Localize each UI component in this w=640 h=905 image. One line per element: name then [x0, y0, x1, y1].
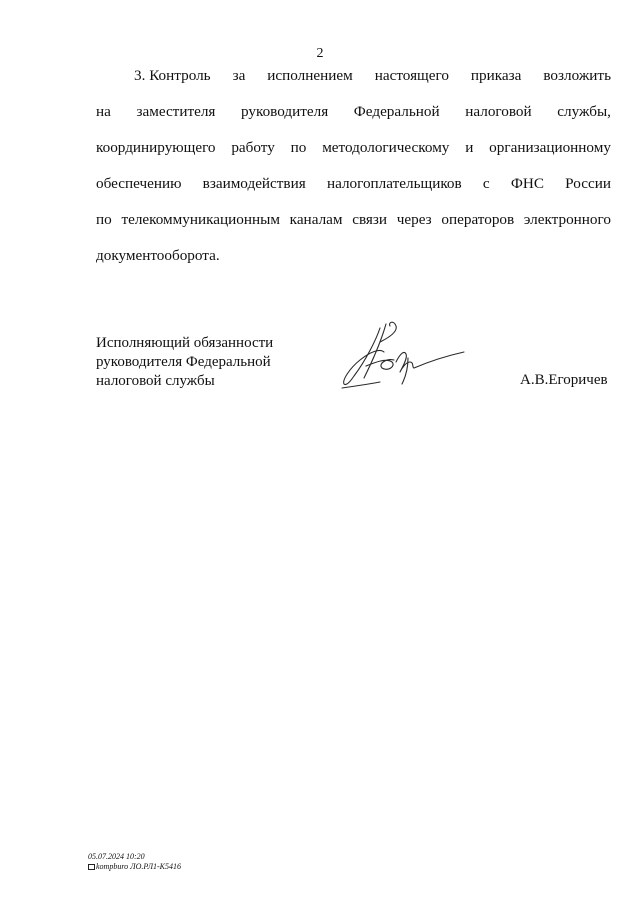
- word: 3.: [134, 67, 146, 84]
- word: исполнением: [267, 67, 353, 84]
- word: [134, 58, 211, 94]
- word: методологическому: [322, 139, 450, 156]
- word: по: [290, 139, 307, 156]
- word: взаимодействия: [202, 175, 306, 192]
- word: документооборота.: [96, 247, 220, 264]
- word: по: [96, 211, 112, 228]
- word: электронного: [523, 211, 611, 228]
- word: руководителя: [240, 103, 329, 120]
- word: возложить: [543, 67, 611, 84]
- footer-registry: kompburo ЛО.РЛ1-К5416: [96, 862, 181, 871]
- signer-name: А.В.Егоричев: [520, 372, 608, 388]
- paragraph-line: [96, 202, 611, 238]
- paragraph-line: [96, 166, 611, 202]
- document-icon: [88, 864, 95, 870]
- page-number: 2: [316, 46, 324, 61]
- word: телекоммуникационным: [121, 211, 280, 228]
- word: работу: [231, 139, 275, 156]
- paragraph-line: [96, 94, 611, 130]
- word: Федеральной: [353, 103, 440, 120]
- signer-position-line: Исполняющий обязанности: [96, 335, 274, 351]
- word: России: [565, 175, 611, 192]
- word: обеспечению: [96, 175, 182, 192]
- footer-registry-line: [88, 862, 181, 872]
- word: и: [465, 139, 474, 156]
- word: налоговой: [465, 103, 532, 120]
- paragraph-line: [96, 130, 611, 166]
- word: службы,: [557, 103, 611, 120]
- word: организационному: [489, 139, 611, 156]
- signer-position-line: руководителя Федеральной: [96, 354, 271, 370]
- word: заместителя: [136, 103, 216, 120]
- word: с: [482, 175, 490, 192]
- word: на: [96, 103, 111, 120]
- word: через: [396, 211, 432, 228]
- word: Контроль: [149, 67, 211, 84]
- word: связи: [352, 211, 388, 228]
- word: налогоплательщиков: [326, 175, 462, 192]
- paragraph-line: [96, 58, 611, 94]
- word: операторов: [441, 211, 515, 228]
- paragraph-line: [96, 238, 611, 274]
- document-footer: [88, 852, 181, 872]
- word: настоящего: [374, 67, 449, 84]
- word: ФНС: [510, 175, 544, 192]
- word: каналам: [289, 211, 343, 228]
- word: приказа: [470, 67, 522, 84]
- word: за: [232, 67, 246, 84]
- signer-position: [96, 334, 273, 391]
- handwritten-signature: [336, 318, 468, 394]
- paragraph-3: [96, 58, 611, 274]
- footer-timestamp: 05.07.2024 10:20: [88, 852, 145, 861]
- signer-position-line: налоговой службы: [96, 373, 215, 389]
- word: координирующего: [96, 139, 216, 156]
